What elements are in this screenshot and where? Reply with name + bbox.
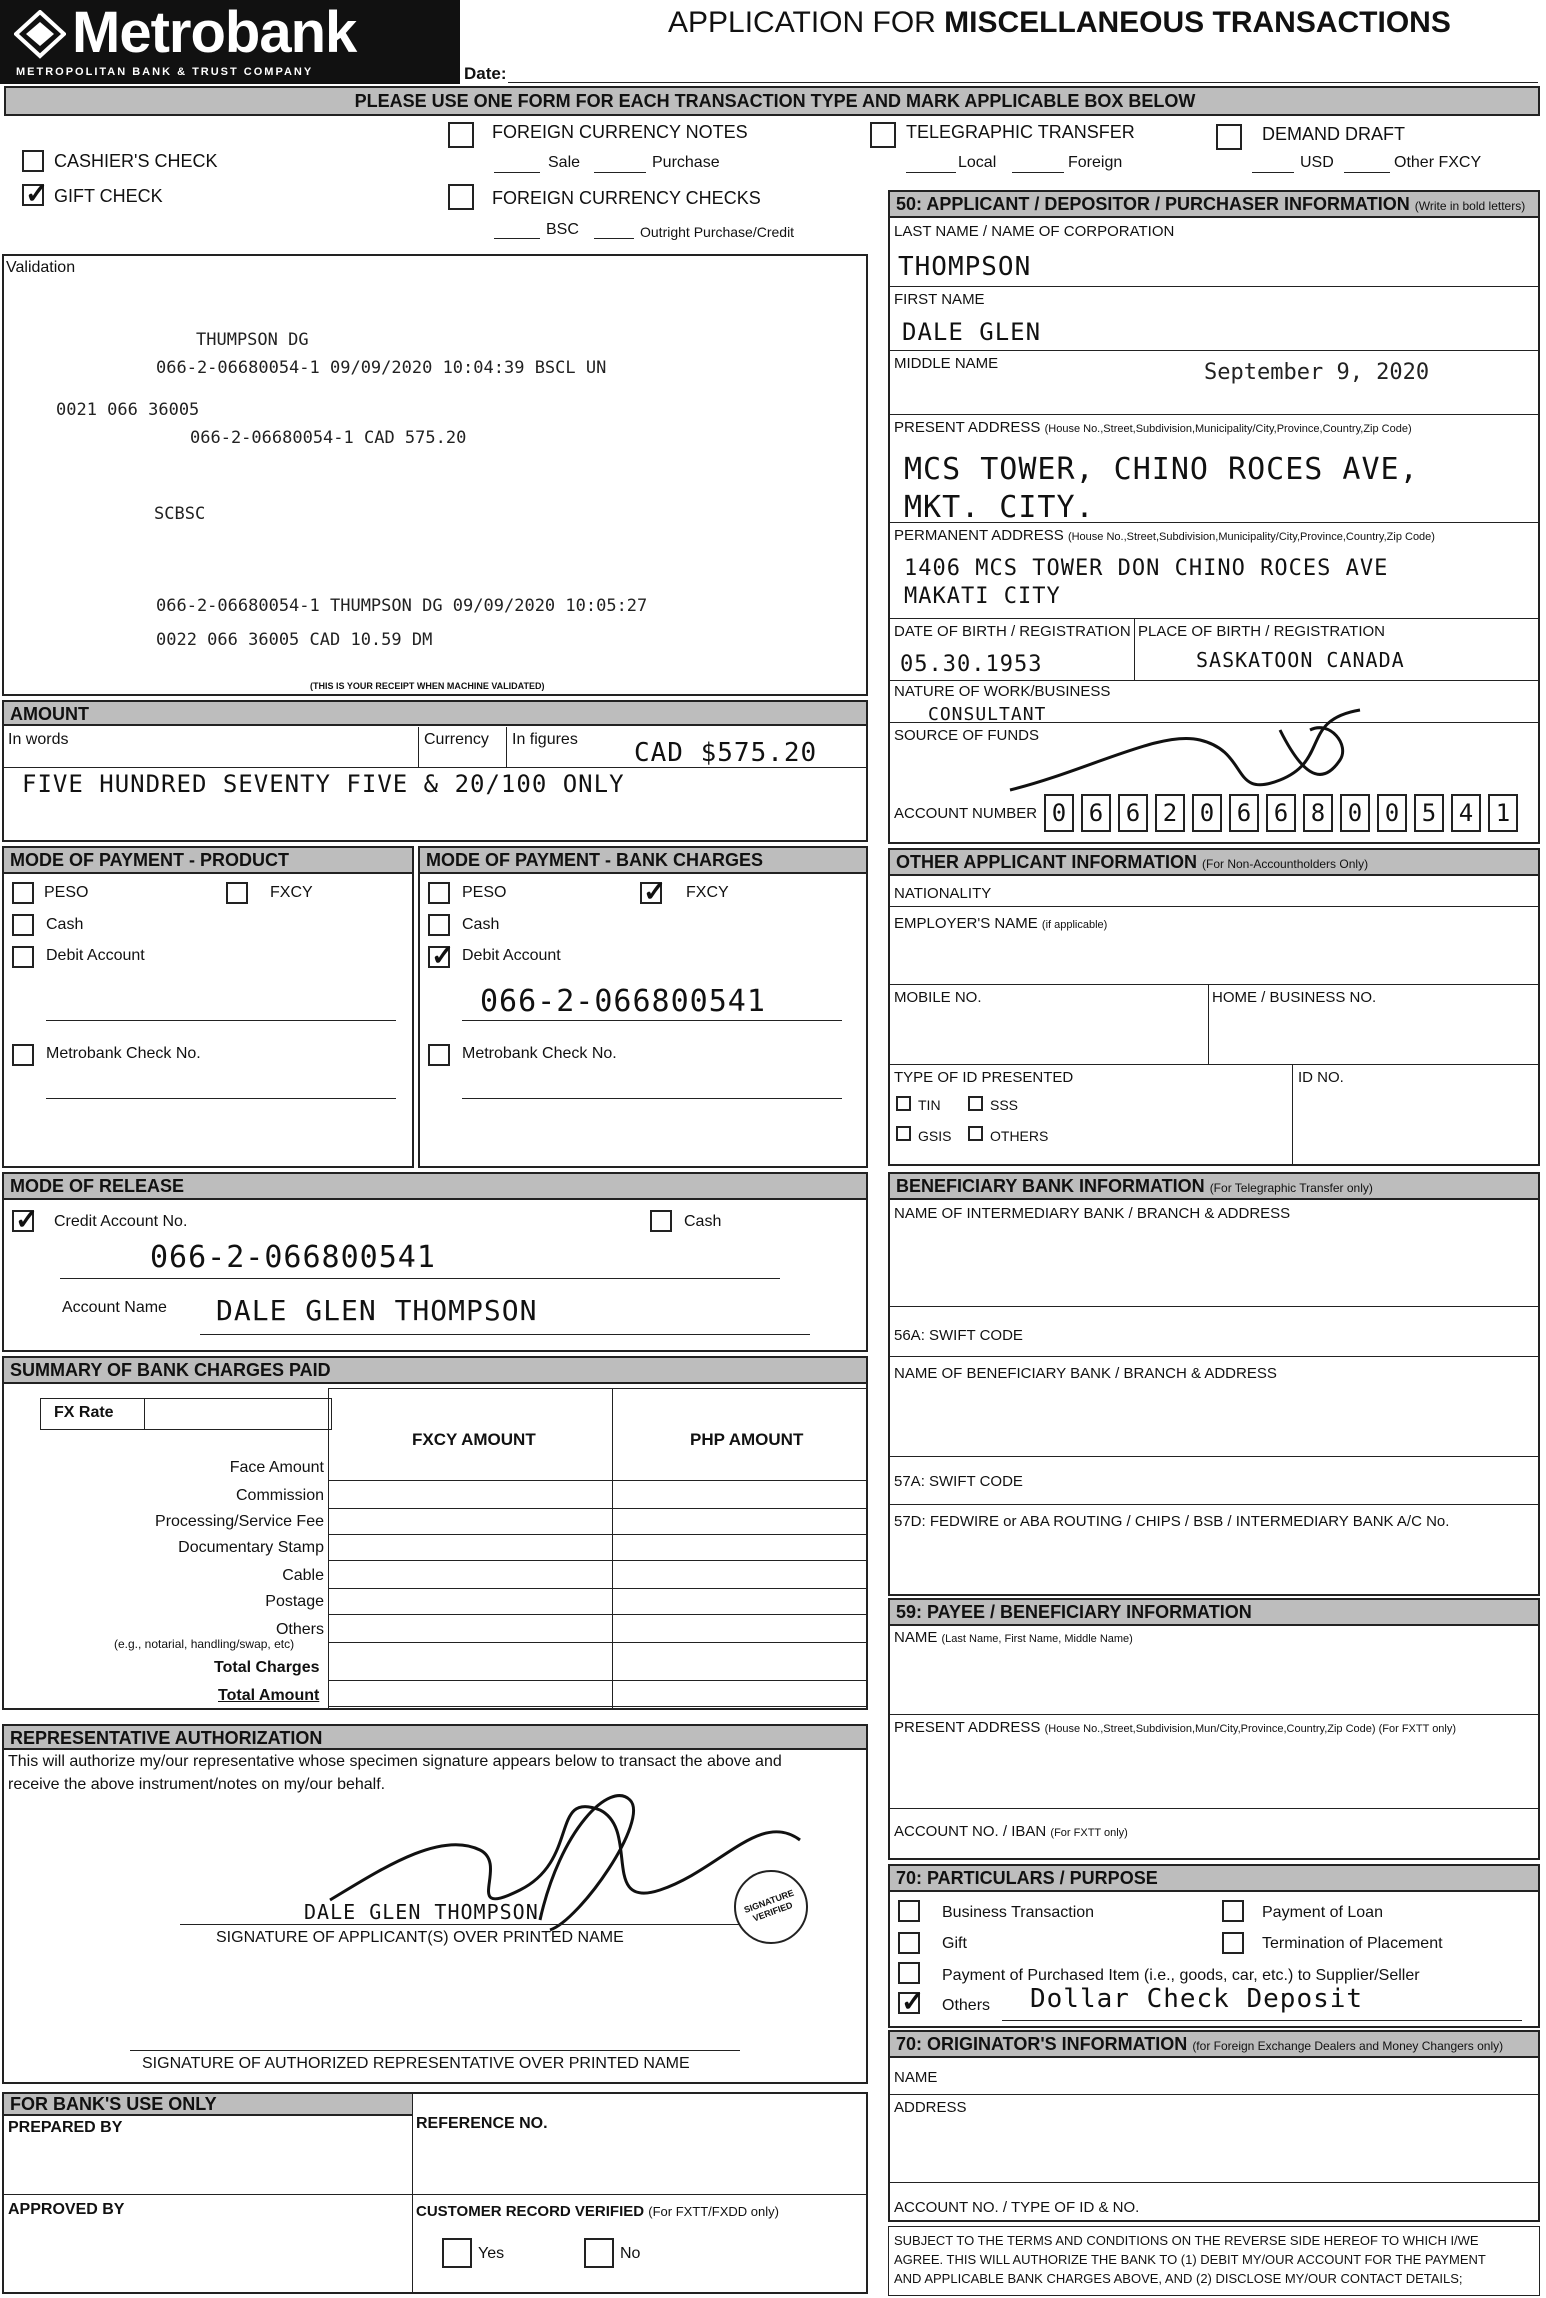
in-words-label: In words xyxy=(8,731,69,748)
mop-product-header: MODE OF PAYMENT - PRODUCT xyxy=(4,848,412,874)
account-digit: 8 xyxy=(1303,794,1333,832)
charge-row-label: Processing/Service Fee xyxy=(155,1513,324,1530)
account-digit: 5 xyxy=(1414,794,1444,832)
permanent-address-label xyxy=(894,526,1435,547)
applicant-signature-label: SIGNATURE OF APPLICANT(S) OVER PRINTED NAME xyxy=(216,1929,624,1946)
swift57-label: 57A: SWIFT CODE xyxy=(894,1473,1023,1490)
reference-no-label: REFERENCE NO. xyxy=(416,2115,548,2132)
foreign-label: Foreign xyxy=(1068,154,1123,171)
id-type-label: TYPE OF ID PRESENTED xyxy=(894,1069,1074,1086)
form-title-bold: MISCELLANEOUS TRANSACTIONS xyxy=(944,6,1451,39)
validation-line-4: 066-2-06680054-1 CAD 575.20 xyxy=(190,428,467,448)
charges-check-checkbox[interactable] xyxy=(428,1044,450,1066)
cashiers-check-label: CASHIER'S CHECK xyxy=(54,151,218,171)
approved-by-label: APPROVED BY xyxy=(8,2201,125,2218)
bank-use-header: FOR BANK'S USE ONLY xyxy=(4,2094,412,2116)
middle-name-label: MIDDLE NAME xyxy=(894,355,999,372)
others-id-label: OTHERS xyxy=(990,1128,1049,1144)
charges-debit-label: Debit Account xyxy=(462,947,561,964)
charges-cash-checkbox[interactable] xyxy=(428,914,450,936)
account-digit: 0 xyxy=(1044,794,1074,832)
beneficiary-bank-header xyxy=(890,1174,1538,1200)
in-words-value: FIVE HUNDRED SEVENTY FIVE & 20/100 ONLY xyxy=(22,770,625,798)
signature-verified-stamp: SIGNATURE VERIFIED xyxy=(734,1870,808,1944)
credit-account-checkbox[interactable] xyxy=(12,1210,34,1232)
validation-line-5: SCBSC xyxy=(154,504,206,524)
first-name-label: FIRST NAME xyxy=(894,291,985,308)
brand-name: Metrobank xyxy=(72,0,357,65)
release-cash-checkbox[interactable] xyxy=(650,1210,672,1232)
applicant-header-note: (Write in bold letters) xyxy=(1414,199,1526,213)
account-digit: 0 xyxy=(1192,794,1222,832)
mop-cash-label: Cash xyxy=(46,916,84,933)
prepared-by-label: PREPARED BY xyxy=(8,2119,123,2136)
total-amount-label: Total Amount xyxy=(218,1687,320,1704)
present-address-label-text: PRESENT ADDRESS xyxy=(894,419,1041,436)
rep-auth-text-1: This will authorize my/our representative whose specimen signature appears below to transact the above and xyxy=(8,1753,782,1770)
account-digit: 6 xyxy=(1081,794,1111,832)
rep-signature-label: SIGNATURE OF AUTHORIZED REPRESENTATIVE OVER PRINTED NAME xyxy=(142,2055,690,2072)
demand-draft-label: DEMAND DRAFT xyxy=(1262,124,1405,144)
charges-check-label: Metrobank Check No. xyxy=(462,1045,617,1062)
others-purpose-label: Others xyxy=(942,1997,991,2014)
others-purpose-checkbox[interactable] xyxy=(898,1992,920,2014)
verified-no-checkbox[interactable] xyxy=(584,2238,614,2268)
beneficiary-bank-header-note: (For Telegraphic Transfer only) xyxy=(1209,1181,1373,1195)
first-name-value: DALE GLEN xyxy=(902,318,1042,346)
credit-account-label: Credit Account No. xyxy=(54,1213,188,1230)
business-label: Business Transaction xyxy=(942,1904,1095,1921)
in-figures-label: In figures xyxy=(512,731,578,748)
employer-label xyxy=(894,914,1107,935)
mop-fxcy-label: FXCY xyxy=(270,884,313,901)
receipt-note: (THIS IS YOUR RECEIPT WHEN MACHINE VALIDATED) xyxy=(310,681,545,691)
id-no-label: ID NO. xyxy=(1298,1069,1344,1086)
permanent-address-label-note: (House No.,Street,Subdivision,Municipality/City,Province,Country,Zip Code) xyxy=(1067,531,1435,543)
gift-purpose-label: Gift xyxy=(942,1935,967,1952)
charge-row-line xyxy=(328,1508,866,1509)
charges-cash-label: Cash xyxy=(462,916,500,933)
telegraphic-label: TELEGRAPHIC TRANSFER xyxy=(906,122,1135,142)
account-digit: 0 xyxy=(1377,794,1407,832)
gift-check-checkbox[interactable] xyxy=(22,184,44,206)
originator-address-label: ADDRESS xyxy=(894,2099,967,2116)
usd-label: USD xyxy=(1300,154,1334,171)
outright-label: Outright Purchase/Credit xyxy=(640,224,795,240)
charges-debit-checkbox[interactable] xyxy=(428,946,450,968)
charges-summary-header: SUMMARY OF BANK CHARGES PAID xyxy=(4,1358,866,1384)
permanent-address-line-1: 1406 MCS TOWER DON CHINO ROCES AVE xyxy=(904,556,1389,581)
instruction-bar: PLEASE USE ONE FORM FOR EACH TRANSACTION TYPE AND MARK APPLICABLE BOX BELOW xyxy=(4,86,1540,116)
payee-name-label-text: NAME xyxy=(894,1629,938,1646)
date-label: Date: xyxy=(464,64,507,83)
account-name-value: DALE GLEN THOMPSON xyxy=(216,1294,538,1327)
bank-logo-icon xyxy=(14,10,66,60)
mop-debit-checkbox[interactable] xyxy=(12,946,34,968)
payee-address-label-note: (House No.,Street,Subdivision,Mun/City,Province,Country,Zip Code) (For FXTT only) xyxy=(1044,1723,1457,1735)
originator-account-label: ACCOUNT NO. / TYPE OF ID & NO. xyxy=(894,2199,1140,2216)
purchase-label: Purchase xyxy=(652,154,720,171)
payee-account-label-text: ACCOUNT NO. / IBAN xyxy=(894,1823,1047,1840)
permanent-address-line-2: MAKATI CITY xyxy=(904,584,1061,609)
charge-row-line xyxy=(328,1642,866,1643)
nationality-label: NATIONALITY xyxy=(894,885,992,902)
charge-row-label: Others xyxy=(275,1621,324,1638)
last-name-label: LAST NAME / NAME OF CORPORATION xyxy=(894,223,1175,240)
charge-row-label: Documentary Stamp xyxy=(178,1539,324,1556)
source-label: SOURCE OF FUNDS xyxy=(894,727,1040,744)
demand-draft-checkbox[interactable] xyxy=(1216,124,1242,150)
employer-label-note: (if applicable) xyxy=(1041,919,1108,931)
payee-account-label-note: (For FXTT only) xyxy=(1050,1827,1128,1839)
mop-charges-header: MODE OF PAYMENT - BANK CHARGES xyxy=(420,848,866,874)
customer-verified-text: CUSTOMER RECORD VERIFIED xyxy=(416,2203,645,2220)
cashiers-check-checkbox[interactable] xyxy=(22,150,44,172)
account-digit: 6 xyxy=(1118,794,1148,832)
routing-label: 57D: FEDWIRE or ABA ROUTING / CHIPS / BSB / INTERMEDIARY BANK A/C No. xyxy=(894,1513,1450,1530)
verified-no-label: No xyxy=(620,2245,641,2262)
payee-name-label-note: (Last Name, First Name, Middle Name) xyxy=(941,1633,1133,1645)
payee-header: 59: PAYEE / BENEFICIARY INFORMATION xyxy=(890,1600,1538,1626)
charge-row-line xyxy=(328,1614,866,1615)
others-id-checkbox[interactable] xyxy=(968,1126,983,1141)
verified-yes-label: Yes xyxy=(478,2245,505,2262)
charges-peso-checkbox[interactable] xyxy=(428,882,450,904)
business-checkbox[interactable] xyxy=(898,1900,920,1922)
charge-row-line xyxy=(328,1480,866,1481)
present-address-line-1: MCS TOWER, CHINO ROCES AVE, xyxy=(904,452,1419,487)
permanent-address-label-text: PERMANENT ADDRESS xyxy=(894,527,1064,544)
mop-peso-label: PESO xyxy=(44,884,89,901)
originator-header-text: 70: ORIGINATOR'S INFORMATION xyxy=(896,2034,1188,2054)
other-info-header-note: (For Non-Accountholders Only) xyxy=(1202,857,1369,871)
mop-check-label: Metrobank Check No. xyxy=(46,1045,201,1062)
sss-checkbox[interactable] xyxy=(968,1096,983,1111)
mobile-label: MOBILE NO. xyxy=(894,989,982,1006)
form-title-prefix: APPLICATION FOR xyxy=(668,6,945,39)
termination-checkbox[interactable] xyxy=(1222,1932,1244,1954)
mop-cash-checkbox[interactable] xyxy=(12,914,34,936)
payee-address-label-text: PRESENT ADDRESS xyxy=(894,1719,1041,1736)
account-digit: 1 xyxy=(1488,794,1518,832)
nature-value: CONSULTANT xyxy=(928,704,1047,725)
bsc-label: BSC xyxy=(546,221,579,238)
terms-line-2: AGREE. THIS WILL AUTHORIZE THE BANK TO (1) DEBIT MY/OUR ACCOUNT FOR THE PAYMENT xyxy=(894,2252,1486,2267)
total-charges-label: Total Charges xyxy=(214,1659,320,1676)
termination-label: Termination of Placement xyxy=(1262,1935,1443,1952)
last-name-value: THOMPSON xyxy=(898,252,1032,282)
validation-line-2: 066-2-06680054-1 09/09/2020 10:04:39 BSCL UN xyxy=(156,358,607,378)
release-header: MODE OF RELEASE xyxy=(4,1174,866,1200)
charge-row-line xyxy=(328,1560,866,1561)
validation-box xyxy=(2,254,868,696)
validation-line-7: 0022 066 36005 CAD 10.59 DM xyxy=(156,630,433,650)
local-label: Local xyxy=(958,154,997,171)
account-digit: 6 xyxy=(1266,794,1296,832)
gsis-label: GSIS xyxy=(918,1128,952,1144)
intermediary-label: NAME OF INTERMEDIARY BANK / BRANCH & ADDRESS xyxy=(894,1205,1291,1222)
originator-box xyxy=(888,2030,1540,2222)
fx-rate-label: FX Rate xyxy=(54,1404,114,1421)
loan-checkbox[interactable] xyxy=(1222,1900,1244,1922)
release-cash-label: Cash xyxy=(684,1213,722,1230)
purchased-checkbox[interactable] xyxy=(898,1962,920,1984)
tin-checkbox[interactable] xyxy=(896,1096,911,1111)
validation-line-3: 0021 066 36005 xyxy=(56,400,200,420)
particulars-header: 70: PARTICULARS / PURPOSE xyxy=(890,1866,1538,1892)
fc-notes-checkbox[interactable] xyxy=(448,122,474,148)
other-fxcy-label: Other FXCY xyxy=(1394,154,1482,171)
mop-debit-label: Debit Account xyxy=(46,947,145,964)
charges-debit-value: 066-2-066800541 xyxy=(480,984,766,1019)
originator-header-note: (for Foreign Exchange Dealers and Money Changers only) xyxy=(1192,2039,1504,2053)
terms-line-1: SUBJECT TO THE TERMS AND CONDITIONS ON THE REVERSE SIDE HEREOF TO WHICH I/WE xyxy=(894,2233,1479,2248)
charge-row-label: Cable xyxy=(282,1567,324,1584)
account-number-label: ACCOUNT NUMBER xyxy=(894,805,1038,822)
present-address-label-note: (House No.,Street,Subdivision,Municipality/City,Province,Country,Zip Code) xyxy=(1044,423,1412,435)
fc-checks-label: FOREIGN CURRENCY CHECKS xyxy=(492,188,761,208)
applicant-header-text: 50: APPLICANT / DEPOSITOR / PURCHASER INFORMATION xyxy=(896,194,1410,214)
telegraphic-checkbox[interactable] xyxy=(870,122,896,148)
metrobank-logo xyxy=(0,0,460,84)
fc-checks-checkbox[interactable] xyxy=(448,184,474,210)
validation-line-6: 066-2-06680054-1 THUMPSON DG 09/09/2020 10:05:27 xyxy=(156,596,648,616)
account-digit: 0 xyxy=(1340,794,1370,832)
date-stamp: September 9, 2020 xyxy=(1204,360,1430,385)
swift56-label: 56A: SWIFT CODE xyxy=(894,1327,1023,1344)
present-address-line-2: MKT. CITY. xyxy=(904,490,1095,525)
sss-label: SSS xyxy=(990,1097,1019,1113)
sale-label: Sale xyxy=(548,154,581,171)
validation-label: Validation xyxy=(6,259,76,276)
gift-check-label: GIFT CHECK xyxy=(54,186,163,206)
currency-label: Currency xyxy=(424,731,489,748)
validation-line-1: THUMPSON DG xyxy=(196,330,309,350)
mop-check-checkbox[interactable] xyxy=(12,1044,34,1066)
account-name-label: Account Name xyxy=(62,1299,167,1316)
beneficiary-bank-header-text: BENEFICIARY BANK INFORMATION xyxy=(896,1176,1205,1196)
pob-value: SASKATOON CANADA xyxy=(1196,648,1405,672)
amount-header: AMOUNT xyxy=(4,702,866,726)
employer-label-text: EMPLOYER'S NAME xyxy=(894,915,1038,932)
charge-row-line xyxy=(328,1588,866,1589)
applicant-header xyxy=(890,192,1538,218)
applicant-printed-name: DALE GLEN THOMPSON xyxy=(304,1900,539,1924)
payee-name-label xyxy=(894,1628,1133,1649)
loan-label: Payment of Loan xyxy=(1262,1904,1383,1921)
present-address-label xyxy=(894,418,1412,439)
fc-notes-label: FOREIGN CURRENCY NOTES xyxy=(492,122,748,142)
rep-auth-text-2: receive the above instrument/notes on my/our behalf. xyxy=(8,1776,386,1793)
gsis-checkbox[interactable] xyxy=(896,1126,911,1141)
pob-label: PLACE OF BIRTH / REGISTRATION xyxy=(1138,623,1385,640)
in-figures-value: CAD $575.20 xyxy=(634,738,818,768)
dob-value: 05.30.1953 xyxy=(900,652,1043,677)
gift-purpose-checkbox[interactable] xyxy=(898,1932,920,1954)
charge-row-label: Postage xyxy=(265,1593,324,1610)
originator-name-label: NAME xyxy=(894,2069,938,2086)
charges-peso-label: PESO xyxy=(462,884,507,901)
other-info-header xyxy=(890,850,1538,876)
payee-address-label xyxy=(894,1718,1456,1739)
customer-verified-note: (For FXTT/FXDD only) xyxy=(648,2204,779,2219)
form-title xyxy=(668,6,1451,40)
customer-verified-label xyxy=(416,2202,779,2222)
charges-fxcy-checkbox[interactable] xyxy=(640,882,662,904)
beneficiary-bank-box xyxy=(888,1172,1540,1596)
others-purpose-value: Dollar Check Deposit xyxy=(1030,1984,1364,2014)
account-digit: 2 xyxy=(1155,794,1185,832)
bene-bank-label: NAME OF BENEFICIARY BANK / BRANCH & ADDRESS xyxy=(894,1365,1277,1382)
brand-subtitle: METROPOLITAN BANK & TRUST COMPANY xyxy=(16,66,314,78)
payee-account-label xyxy=(894,1822,1128,1843)
account-digit: 6 xyxy=(1229,794,1259,832)
dob-label: DATE OF BIRTH / REGISTRATION xyxy=(894,623,1131,640)
mop-peso-checkbox[interactable] xyxy=(12,882,34,904)
account-digit: 4 xyxy=(1451,794,1481,832)
rep-auth-header: REPRESENTATIVE AUTHORIZATION xyxy=(4,1726,866,1750)
charges-fxcy-label: FXCY xyxy=(686,884,729,901)
nature-label: NATURE OF WORK/BUSINESS xyxy=(894,683,1111,700)
fxcy-amount-header: FXCY AMOUNT xyxy=(412,1430,536,1449)
other-info-header-text: OTHER APPLICANT INFORMATION xyxy=(896,852,1197,872)
terms-line-3: AND APPLICABLE BANK CHARGES ABOVE, AND (2) DISCLOSE MY/OUR CONTACT DETAILS; xyxy=(894,2271,1463,2286)
purchased-label: Payment of Purchased Item (i.e., goods, car, etc.) to Supplier/Seller xyxy=(942,1967,1420,1984)
charge-row-label: Commission xyxy=(235,1487,324,1504)
verified-yes-checkbox[interactable] xyxy=(442,2238,472,2268)
others-note: (e.g., notarial, handling/swap, etc) xyxy=(114,1637,295,1651)
tin-label: TIN xyxy=(918,1097,941,1113)
charge-row-line xyxy=(328,1534,866,1535)
mop-fxcy-checkbox[interactable] xyxy=(226,882,248,904)
release-account-value: 066-2-066800541 xyxy=(150,1240,436,1275)
php-amount-header: PHP AMOUNT xyxy=(690,1430,804,1449)
charge-row-label: Face Amount xyxy=(229,1459,324,1476)
home-label: HOME / BUSINESS NO. xyxy=(1212,989,1377,1006)
originator-header xyxy=(890,2032,1538,2058)
